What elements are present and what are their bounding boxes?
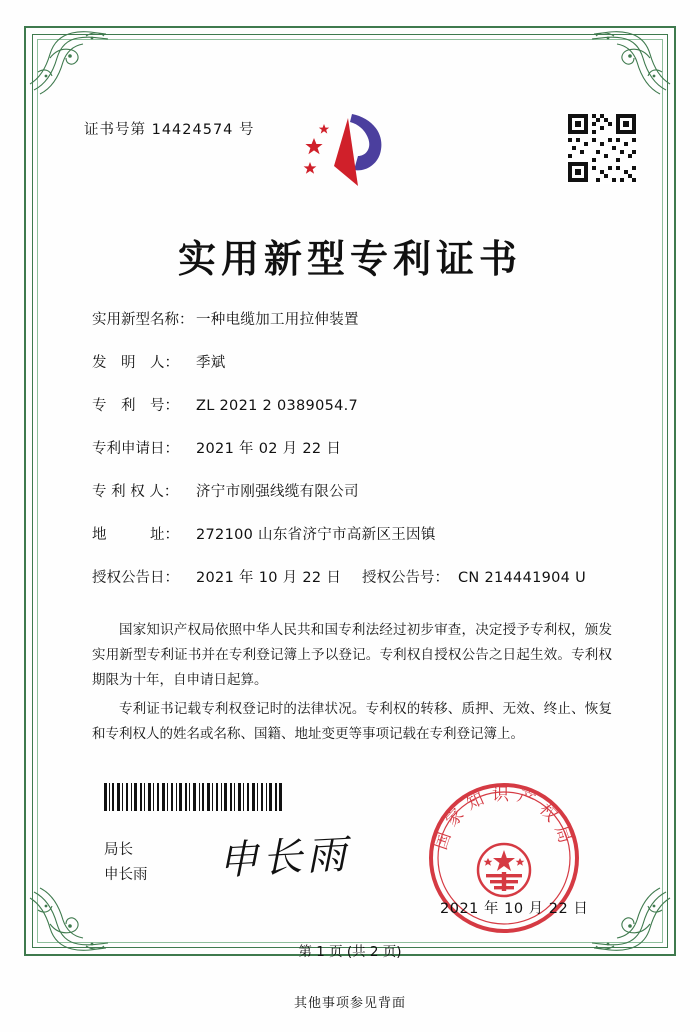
field-application-date	[92, 437, 612, 458]
field-patentee	[92, 480, 612, 501]
corner-ornament-icon	[588, 28, 674, 102]
field-utility-model-name	[92, 308, 612, 329]
paragraph-grant: 国家知识产权局依照中华人民共和国专利法经过初步审查，决定授予专利权，颁发实用新型专利证书并在专利登记簿上予以登记。专利权自授权公告之日起生效。专利权期限为十年，自申请日起算。	[92, 622, 612, 688]
legal-text-block	[92, 618, 612, 751]
cnipa-star-logo-icon	[300, 108, 400, 198]
field-label: 专 利 权 人：	[92, 484, 179, 500]
qr-code-icon	[566, 112, 638, 184]
barcode-icon	[104, 783, 282, 811]
seal-date: 2021 年 10 月 22 日	[440, 901, 589, 917]
field-value: 2021 年 02 月 22 日	[196, 441, 342, 457]
field-inventor	[92, 351, 612, 372]
page-title: 实用新型专利证书	[177, 236, 522, 281]
corner-ornament-icon	[26, 28, 112, 102]
field-value: 季斌	[196, 355, 226, 371]
field-label: 专利申请日：	[92, 441, 179, 457]
field-label: 专 利 号：	[92, 398, 179, 414]
field-grant-number	[362, 566, 612, 587]
field-value: ZL 2021 2 0389054.7	[196, 398, 359, 414]
field-label: 地 址：	[92, 527, 179, 543]
field-label: 授权公告日：	[92, 570, 179, 586]
signature-name: 申长雨	[104, 867, 148, 883]
field-grant-date	[92, 566, 362, 587]
field-patent-number	[92, 394, 612, 415]
field-value: CN 214441904 U	[458, 570, 587, 586]
field-value: 272100 山东省济宁市高新区王因镇	[196, 527, 436, 543]
field-label: 实用新型名称：	[92, 312, 194, 328]
field-list	[92, 308, 612, 609]
paragraph-registry: 专利证书记载专利权登记时的法律状况。专利权的转移、质押、无效、终止、恢复和专利权人的姓名或名称、国籍、地址变更等事项记载在专利登记簿上。	[92, 701, 612, 742]
certificate-number: 证书号第 14424574 号	[84, 122, 255, 138]
field-address	[92, 523, 612, 544]
field-grant-row	[92, 566, 612, 587]
field-label: 授权公告号：	[362, 570, 449, 586]
field-value: 一种电缆加工用拉伸装置	[196, 312, 359, 328]
field-value: 济宁市刚强线缆有限公司	[196, 484, 359, 500]
page-number: 第 1 页 (共 2 页)	[298, 944, 402, 960]
footer-note: 其他事项参见背面	[293, 996, 406, 1011]
handwritten-signature: 申长雨	[217, 831, 352, 885]
signature-block	[104, 838, 148, 888]
field-label: 发 明 人：	[92, 355, 179, 371]
svg-text:国家知识产权局: 国家知识产权局	[431, 785, 577, 853]
field-value: 2021 年 10 月 22 日	[196, 570, 342, 586]
signature-role: 局长	[104, 842, 133, 858]
